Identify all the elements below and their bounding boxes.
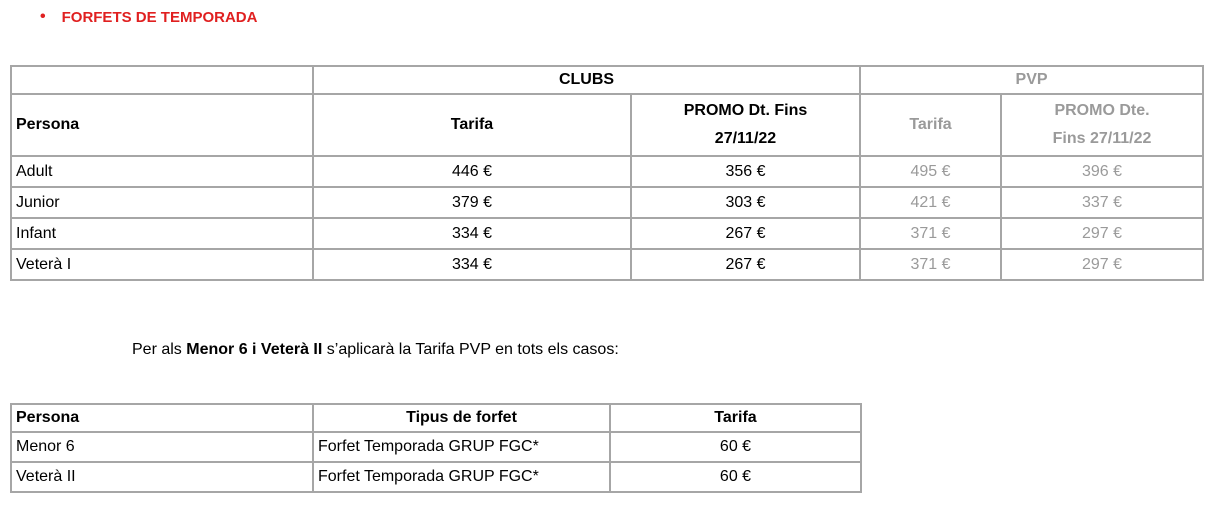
persona-cell: Veterà I [11, 249, 313, 280]
note-suffix: s’aplicarà la Tarifa PVP en tots els casos: [322, 341, 619, 358]
note-prefix: Per als [132, 341, 187, 358]
clubs-tarifa-cell: 379 € [313, 187, 631, 218]
persona-cell: Veterà II [11, 462, 313, 492]
pvp-tarifa-cell: 371 € [860, 249, 1001, 280]
special-categories-table [10, 403, 862, 493]
table-row [11, 462, 861, 492]
clubs-tarifa-cell: 334 € [313, 218, 631, 249]
clubs-group-header: CLUBS [313, 66, 860, 94]
persona-cell: Junior [11, 187, 313, 218]
empty-header-cell [11, 66, 313, 94]
table-column-header-row [11, 94, 1203, 156]
persona-cell: Infant [11, 218, 313, 249]
persona-cell: Adult [11, 156, 313, 187]
pvp-promo-cell: 396 € [1001, 156, 1203, 187]
persona-header: Persona [11, 404, 313, 432]
persona-cell: Menor 6 [11, 432, 313, 462]
note-bold: Menor 6 i Veterà II [186, 341, 323, 358]
pvp-promo-cell: 297 € [1001, 249, 1203, 280]
pvp-promo-cell: 297 € [1001, 218, 1203, 249]
clubs-tarifa-header: Tarifa [313, 94, 631, 156]
note-text [132, 341, 619, 359]
clubs-promo-cell: 267 € [631, 249, 860, 280]
pvp-group-header: PVP [860, 66, 1203, 94]
section-title [40, 8, 257, 26]
table-column-header-row [11, 404, 861, 432]
season-pass-table [10, 65, 1204, 281]
table-row [11, 156, 1203, 187]
bullet-icon: • [40, 8, 46, 25]
pvp-promo-header [1001, 94, 1203, 156]
pvp-promo-header-line1: PROMO Dte. [1054, 102, 1150, 119]
tipus-cell: Forfet Temporada GRUP FGC* [313, 432, 610, 462]
pvp-tarifa-cell: 371 € [860, 218, 1001, 249]
tipus-cell: Forfet Temporada GRUP FGC* [313, 462, 610, 492]
persona-header: Persona [11, 94, 313, 156]
pvp-tarifa-header: Tarifa [860, 94, 1001, 156]
clubs-promo-header-line1: PROMO Dt. Fins [683, 102, 808, 119]
table-row [11, 187, 1203, 218]
clubs-promo-cell: 303 € [631, 187, 860, 218]
table-group-header-row [11, 66, 1203, 94]
pvp-tarifa-cell: 421 € [860, 187, 1001, 218]
table-row [11, 249, 1203, 280]
section-title-text: FORFETS DE TEMPORADA [61, 8, 258, 26]
tarifa-header: Tarifa [610, 404, 861, 432]
pvp-promo-cell: 337 € [1001, 187, 1203, 218]
clubs-promo-cell: 267 € [631, 218, 860, 249]
tarifa-cell: 60 € [610, 432, 861, 462]
clubs-promo-header-line2: 27/11/22 [714, 130, 777, 147]
clubs-tarifa-cell: 446 € [313, 156, 631, 187]
clubs-tarifa-cell: 334 € [313, 249, 631, 280]
tipus-header: Tipus de forfet [313, 404, 610, 432]
table-row [11, 218, 1203, 249]
table-row [11, 432, 861, 462]
clubs-promo-header [631, 94, 860, 156]
pvp-tarifa-cell: 495 € [860, 156, 1001, 187]
tarifa-cell: 60 € [610, 462, 861, 492]
clubs-promo-cell: 356 € [631, 156, 860, 187]
pvp-promo-header-line2: Fins 27/11/22 [1052, 130, 1152, 147]
